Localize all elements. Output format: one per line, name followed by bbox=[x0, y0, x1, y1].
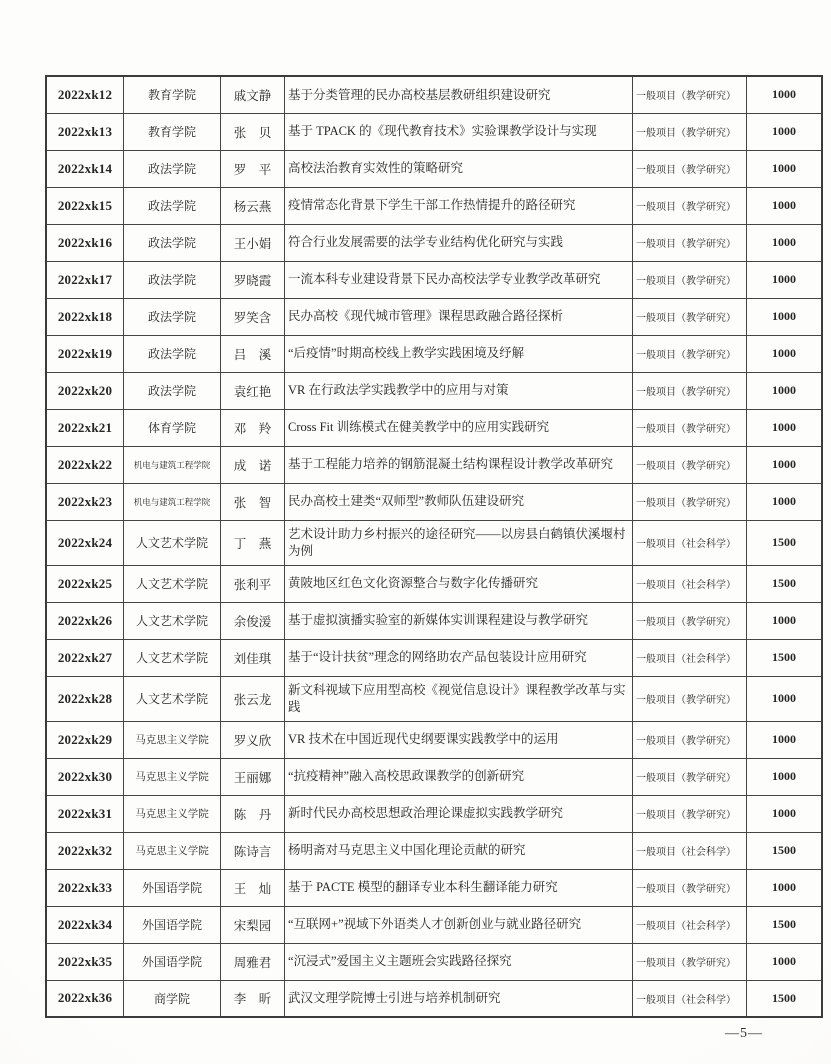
cell-funding: 1000 bbox=[747, 758, 823, 795]
cell-category: 一般项目（教学研究） bbox=[633, 758, 747, 795]
cell-category: 一般项目（教学研究） bbox=[633, 224, 747, 261]
cell-funding: 1500 bbox=[747, 639, 823, 676]
cell-project-id: 2022xk20 bbox=[46, 372, 124, 409]
cell-college: 政法学院 bbox=[124, 335, 221, 372]
cell-leader: 李 昕 bbox=[221, 980, 285, 1017]
cell-leader: 刘佳琪 bbox=[221, 639, 285, 676]
cell-leader: 戚文静 bbox=[221, 76, 285, 113]
cell-funding: 1000 bbox=[747, 113, 823, 150]
table-body bbox=[46, 76, 822, 1017]
cell-funding: 1000 bbox=[747, 446, 823, 483]
cell-funding: 1000 bbox=[747, 76, 823, 113]
cell-funding: 1000 bbox=[747, 483, 823, 520]
cell-funding: 1500 bbox=[747, 906, 823, 943]
cell-project-id: 2022xk18 bbox=[46, 298, 124, 335]
cell-project-title: 基于 PACTE 模型的翻译专业本科生翻译能力研究 bbox=[285, 869, 633, 906]
cell-project-title: 民办高校《现代城市管理》课程思政融合路径探析 bbox=[285, 298, 633, 335]
cell-leader: 吕 溪 bbox=[221, 335, 285, 372]
cell-category: 一般项目（教学研究） bbox=[633, 483, 747, 520]
cell-project-id: 2022xk34 bbox=[46, 906, 124, 943]
cell-funding: 1500 bbox=[747, 832, 823, 869]
table-row bbox=[46, 869, 822, 906]
cell-leader: 丁 燕 bbox=[221, 520, 285, 565]
cell-college: 政法学院 bbox=[124, 150, 221, 187]
cell-college: 外国语学院 bbox=[124, 906, 221, 943]
table-row bbox=[46, 721, 822, 758]
cell-category: 一般项目（教学研究） bbox=[633, 409, 747, 446]
cell-category: 一般项目（社会科学） bbox=[633, 639, 747, 676]
cell-project-id: 2022xk27 bbox=[46, 639, 124, 676]
cell-project-title: 基于分类管理的民办高校基层教研组织建设研究 bbox=[285, 76, 633, 113]
cell-project-id: 2022xk28 bbox=[46, 676, 124, 721]
table-row bbox=[46, 520, 822, 565]
cell-leader: 邓 羚 bbox=[221, 409, 285, 446]
table-row bbox=[46, 372, 822, 409]
cell-project-title: 武汉文理学院博士引进与培养机制研究 bbox=[285, 980, 633, 1017]
cell-category: 一般项目（教学研究） bbox=[633, 335, 747, 372]
cell-project-title: “互联网+”视域下外语类人才创新创业与就业路径研究 bbox=[285, 906, 633, 943]
cell-category: 一般项目（社会科学） bbox=[633, 906, 747, 943]
cell-project-id: 2022xk26 bbox=[46, 602, 124, 639]
cell-funding: 1000 bbox=[747, 602, 823, 639]
cell-category: 一般项目（教学研究） bbox=[633, 869, 747, 906]
cell-project-id: 2022xk16 bbox=[46, 224, 124, 261]
cell-category: 一般项目（教学研究） bbox=[633, 795, 747, 832]
cell-funding: 1000 bbox=[747, 187, 823, 224]
cell-project-id: 2022xk32 bbox=[46, 832, 124, 869]
cell-project-title: 基于工程能力培养的钢筋混凝土结构课程设计教学改革研究 bbox=[285, 446, 633, 483]
table-row bbox=[46, 639, 822, 676]
cell-college: 人文艺术学院 bbox=[124, 565, 221, 602]
cell-category: 一般项目（教学研究） bbox=[633, 602, 747, 639]
cell-project-title: VR 在行政法学实践教学中的应用与对策 bbox=[285, 372, 633, 409]
cell-leader: 成 诺 bbox=[221, 446, 285, 483]
cell-funding: 1500 bbox=[747, 520, 823, 565]
cell-college: 政法学院 bbox=[124, 187, 221, 224]
cell-college: 外国语学院 bbox=[124, 869, 221, 906]
cell-project-title: Cross Fit 训练模式在健美教学中的应用实践研究 bbox=[285, 409, 633, 446]
cell-category: 一般项目（教学研究） bbox=[633, 446, 747, 483]
cell-funding: 1000 bbox=[747, 721, 823, 758]
cell-college: 商学院 bbox=[124, 980, 221, 1017]
table-row bbox=[46, 483, 822, 520]
table-row bbox=[46, 76, 822, 113]
cell-project-id: 2022xk17 bbox=[46, 261, 124, 298]
cell-funding: 1500 bbox=[747, 980, 823, 1017]
cell-leader: 罗 平 bbox=[221, 150, 285, 187]
cell-funding: 1000 bbox=[747, 224, 823, 261]
cell-college: 马克思主义学院 bbox=[124, 795, 221, 832]
cell-college: 人文艺术学院 bbox=[124, 602, 221, 639]
cell-project-id: 2022xk15 bbox=[46, 187, 124, 224]
cell-project-title: “后疫情”时期高校线上教学实践困境及纾解 bbox=[285, 335, 633, 372]
cell-project-id: 2022xk31 bbox=[46, 795, 124, 832]
cell-project-title: 民办高校土建类“双师型”教师队伍建设研究 bbox=[285, 483, 633, 520]
cell-category: 一般项目（教学研究） bbox=[633, 298, 747, 335]
cell-category: 一般项目（社会科学） bbox=[633, 565, 747, 602]
cell-funding: 1000 bbox=[747, 869, 823, 906]
cell-project-id: 2022xk19 bbox=[46, 335, 124, 372]
cell-funding: 1000 bbox=[747, 150, 823, 187]
cell-category: 一般项目（社会科学） bbox=[633, 832, 747, 869]
table-row bbox=[46, 298, 822, 335]
cell-funding: 1000 bbox=[747, 298, 823, 335]
cell-project-id: 2022xk25 bbox=[46, 565, 124, 602]
cell-project-id: 2022xk13 bbox=[46, 113, 124, 150]
cell-college: 教育学院 bbox=[124, 113, 221, 150]
cell-project-id: 2022xk36 bbox=[46, 980, 124, 1017]
cell-leader: 张 智 bbox=[221, 483, 285, 520]
table-row bbox=[46, 113, 822, 150]
projects-table bbox=[45, 75, 823, 1018]
table-row bbox=[46, 224, 822, 261]
table-row bbox=[46, 150, 822, 187]
cell-college: 机电与建筑工程学院 bbox=[124, 446, 221, 483]
cell-college: 马克思主义学院 bbox=[124, 832, 221, 869]
table-row bbox=[46, 832, 822, 869]
cell-funding: 1000 bbox=[747, 676, 823, 721]
cell-project-title: 艺术设计助力乡村振兴的途径研究——以房县白鹤镇伏溪堰村为例 bbox=[285, 520, 633, 565]
cell-college: 政法学院 bbox=[124, 372, 221, 409]
cell-college: 政法学院 bbox=[124, 224, 221, 261]
cell-funding: 1000 bbox=[747, 409, 823, 446]
cell-project-id: 2022xk21 bbox=[46, 409, 124, 446]
cell-leader: 袁红艳 bbox=[221, 372, 285, 409]
cell-college: 人文艺术学院 bbox=[124, 639, 221, 676]
cell-category: 一般项目（教学研究） bbox=[633, 676, 747, 721]
cell-leader: 张利平 bbox=[221, 565, 285, 602]
cell-leader: 罗晓霞 bbox=[221, 261, 285, 298]
cell-project-title: 一流本科专业建设背景下民办高校法学专业教学改革研究 bbox=[285, 261, 633, 298]
cell-leader: 王小娟 bbox=[221, 224, 285, 261]
cell-project-title: 黄陂地区红色文化资源整合与数字化传播研究 bbox=[285, 565, 633, 602]
cell-project-id: 2022xk22 bbox=[46, 446, 124, 483]
cell-project-id: 2022xk33 bbox=[46, 869, 124, 906]
cell-college: 马克思主义学院 bbox=[124, 758, 221, 795]
table-row bbox=[46, 409, 822, 446]
cell-leader: 罗笑含 bbox=[221, 298, 285, 335]
cell-project-title: 新文科视域下应用型高校《视觉信息设计》课程教学改革与实践 bbox=[285, 676, 633, 721]
cell-college: 马克思主义学院 bbox=[124, 721, 221, 758]
cell-leader: 陈诗言 bbox=[221, 832, 285, 869]
table-row bbox=[46, 758, 822, 795]
cell-college: 机电与建筑工程学院 bbox=[124, 483, 221, 520]
cell-project-title: 基于 TPACK 的《现代教育技术》实验课教学设计与实现 bbox=[285, 113, 633, 150]
table-row bbox=[46, 795, 822, 832]
cell-college: 外国语学院 bbox=[124, 943, 221, 980]
cell-funding: 1000 bbox=[747, 261, 823, 298]
cell-project-id: 2022xk29 bbox=[46, 721, 124, 758]
cell-project-title: 疫情常态化背景下学生干部工作热情提升的路径研究 bbox=[285, 187, 633, 224]
table-row bbox=[46, 565, 822, 602]
table-row bbox=[46, 602, 822, 639]
cell-project-title: “抗疫精神”融入高校思政课教学的创新研究 bbox=[285, 758, 633, 795]
cell-leader: 王丽娜 bbox=[221, 758, 285, 795]
cell-category: 一般项目（社会科学） bbox=[633, 980, 747, 1017]
cell-project-id: 2022xk23 bbox=[46, 483, 124, 520]
cell-leader: 王 灿 bbox=[221, 869, 285, 906]
cell-project-title: 基于虚拟演播实验室的新媒体实训课程建设与教学研究 bbox=[285, 602, 633, 639]
table-row bbox=[46, 906, 822, 943]
table-row bbox=[46, 980, 822, 1017]
cell-college: 人文艺术学院 bbox=[124, 520, 221, 565]
cell-project-id: 2022xk24 bbox=[46, 520, 124, 565]
cell-category: 一般项目（社会科学） bbox=[633, 520, 747, 565]
cell-project-id: 2022xk14 bbox=[46, 150, 124, 187]
cell-category: 一般项目（教学研究） bbox=[633, 187, 747, 224]
cell-leader: 张云龙 bbox=[221, 676, 285, 721]
cell-college: 人文艺术学院 bbox=[124, 676, 221, 721]
cell-project-title: “沉浸式”爱国主义主题班会实践路径探究 bbox=[285, 943, 633, 980]
cell-category: 一般项目（教学研究） bbox=[633, 721, 747, 758]
cell-project-title: 高校法治教育实效性的策略研究 bbox=[285, 150, 633, 187]
cell-college: 体育学院 bbox=[124, 409, 221, 446]
table-row bbox=[46, 676, 822, 721]
table-row bbox=[46, 446, 822, 483]
cell-category: 一般项目（教学研究） bbox=[633, 372, 747, 409]
cell-funding: 1500 bbox=[747, 565, 823, 602]
cell-project-id: 2022xk35 bbox=[46, 943, 124, 980]
cell-project-title: 新时代民办高校思想政治理论课虚拟实践教学研究 bbox=[285, 795, 633, 832]
cell-project-id: 2022xk30 bbox=[46, 758, 124, 795]
cell-leader: 杨云燕 bbox=[221, 187, 285, 224]
table-row bbox=[46, 943, 822, 980]
cell-leader: 宋梨园 bbox=[221, 906, 285, 943]
table-row bbox=[46, 187, 822, 224]
cell-project-title: 杨明斋对马克思主义中国化理论贡献的研究 bbox=[285, 832, 633, 869]
cell-project-title: 基于“设计扶贫”理念的网络助农产品包装设计应用研究 bbox=[285, 639, 633, 676]
cell-category: 一般项目（教学研究） bbox=[633, 113, 747, 150]
cell-leader: 张 贝 bbox=[221, 113, 285, 150]
table-row bbox=[46, 335, 822, 372]
page-number: —5— bbox=[725, 1026, 763, 1041]
cell-project-title: VR 技术在中国近现代史纲要课实践教学中的运用 bbox=[285, 721, 633, 758]
cell-leader: 余俊湲 bbox=[221, 602, 285, 639]
cell-category: 一般项目（教学研究） bbox=[633, 261, 747, 298]
cell-leader: 周雅君 bbox=[221, 943, 285, 980]
cell-funding: 1000 bbox=[747, 795, 823, 832]
cell-funding: 1000 bbox=[747, 335, 823, 372]
cell-category: 一般项目（教学研究） bbox=[633, 76, 747, 113]
cell-category: 一般项目（教学研究） bbox=[633, 150, 747, 187]
cell-college: 政法学院 bbox=[124, 298, 221, 335]
cell-college: 政法学院 bbox=[124, 261, 221, 298]
cell-project-id: 2022xk12 bbox=[46, 76, 124, 113]
cell-leader: 陈 丹 bbox=[221, 795, 285, 832]
cell-college: 教育学院 bbox=[124, 76, 221, 113]
cell-project-title: 符合行业发展需要的法学专业结构优化研究与实践 bbox=[285, 224, 633, 261]
cell-funding: 1000 bbox=[747, 943, 823, 980]
table-row bbox=[46, 261, 822, 298]
cell-funding: 1000 bbox=[747, 372, 823, 409]
cell-category: 一般项目（教学研究） bbox=[633, 943, 747, 980]
cell-leader: 罗义欣 bbox=[221, 721, 285, 758]
